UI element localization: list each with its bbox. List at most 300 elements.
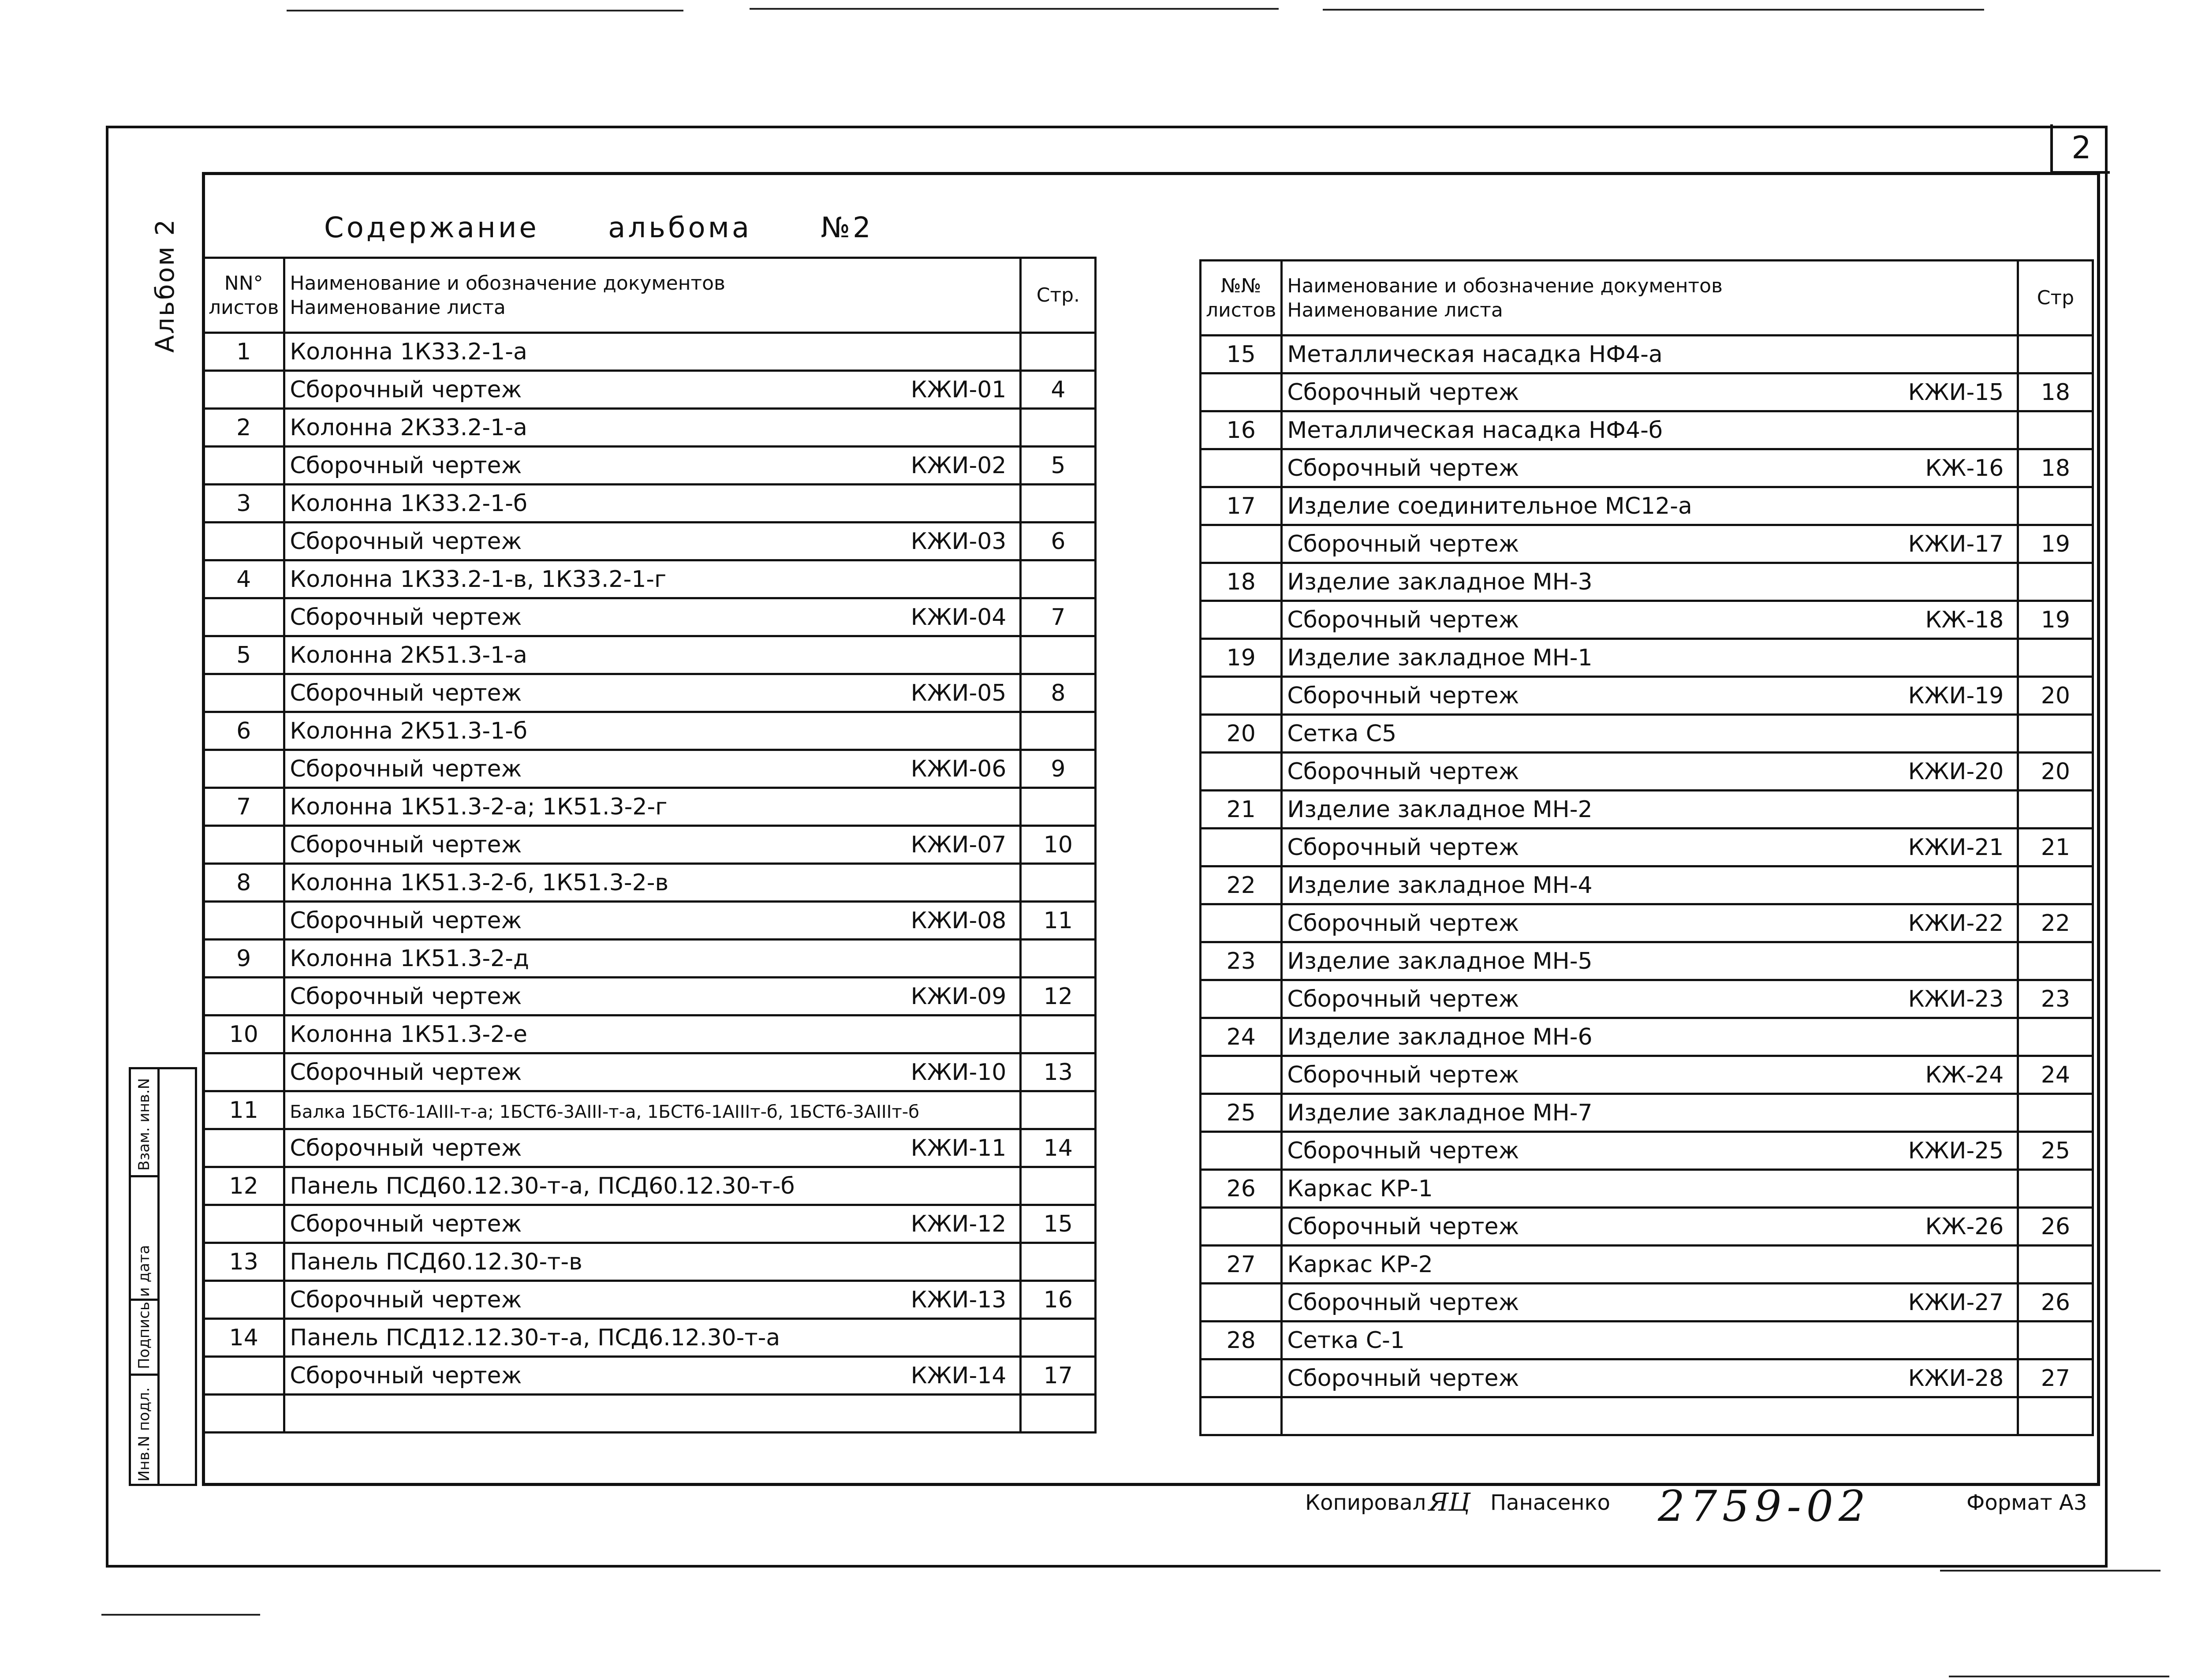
- row-sheet-number: [1201, 1359, 1282, 1397]
- row-document-name: Сборочный чертеж: [290, 1059, 522, 1086]
- row-document-name-cell: [1282, 753, 2018, 791]
- row-document-name-cell: [1282, 942, 2018, 980]
- row-document-name: Сборочный чертеж: [1287, 530, 1519, 557]
- table-row: [1201, 411, 2093, 449]
- row-page-number: 12: [1021, 978, 1096, 1015]
- row-document-code: КЖИ-08: [910, 907, 1007, 934]
- row-document-name: Колонна 1К51.3-2-а; 1К51.3-2-г: [290, 793, 668, 820]
- row-document-name: Сборочный чертеж: [1287, 910, 1519, 937]
- row-page-number: 26: [2018, 1284, 2093, 1322]
- row-document-name: Сборочный чертеж: [290, 831, 522, 858]
- row-page-number: 23: [2018, 980, 2093, 1018]
- contents-table-left: [202, 257, 1097, 1434]
- table-row: [1201, 715, 2093, 753]
- row-sheet-number: [1201, 1132, 1282, 1170]
- row-page-number: [2018, 639, 2093, 677]
- row-document-name: Балка 1БСТ6-1АIII-т-а; 1БСТ6-3АIII-т-а, 1БСТ6-1АIIIт-б, 1БСТ6-3АIIIт-б: [290, 1101, 919, 1122]
- row-document-name: Панель ПСД60.12.30-т-а, ПСД60.12.30-т-б: [290, 1172, 795, 1199]
- header-name: [1282, 261, 2018, 336]
- row-page-number: [2018, 411, 2093, 449]
- table-row: [203, 1357, 1096, 1395]
- table-row: [1201, 753, 2093, 791]
- table-row: [203, 1015, 1096, 1053]
- row-sheet-number: [203, 978, 284, 1015]
- row-document-code: КЖ-26: [1925, 1213, 2004, 1240]
- row-document-name-cell: [284, 940, 1021, 978]
- row-sheet-number: [203, 598, 284, 636]
- row-document-name-cell: [1282, 1284, 2018, 1322]
- row-sheet-number: [203, 1053, 284, 1091]
- table-row: [1201, 942, 2093, 980]
- row-page-number: [2018, 942, 2093, 980]
- row-sheet-number: [1201, 1284, 1282, 1322]
- header-num: №№ листов: [1201, 261, 1282, 336]
- table-row: [1201, 1246, 2093, 1284]
- table-row: [203, 598, 1096, 636]
- row-document-name-cell: [1282, 1132, 2018, 1170]
- header-name-line2: Наименование листа: [1287, 299, 1503, 321]
- row-page-number: [1021, 333, 1096, 371]
- row-sheet-number: [1201, 829, 1282, 866]
- table-row: [203, 902, 1096, 940]
- row-sheet-number: 28: [1201, 1322, 1282, 1359]
- row-page-number: 9: [1021, 750, 1096, 788]
- row-page-number: 16: [1021, 1281, 1096, 1319]
- row-document-name: Сборочный чертеж: [1287, 758, 1519, 785]
- row-sheet-number: 13: [203, 1243, 284, 1281]
- scan-mark: [101, 1614, 260, 1616]
- row-document-name: Сборочный чертеж: [1287, 986, 1519, 1012]
- row-document-code: КЖИ-20: [1908, 758, 2004, 785]
- row-document-name-cell: [284, 1091, 1021, 1129]
- row-sheet-number: [1201, 753, 1282, 791]
- table-row: [203, 1205, 1096, 1243]
- row-sheet-number: 23: [1201, 942, 1282, 980]
- row-document-name-cell: [284, 902, 1021, 940]
- table-row: [1201, 829, 2093, 866]
- row-page-number: 14: [1021, 1129, 1096, 1167]
- row-document-code: КЖИ-27: [1908, 1289, 2004, 1316]
- row-document-name-cell: [1282, 715, 2018, 753]
- row-document-name-cell: [1282, 1246, 2018, 1284]
- table-row: [203, 978, 1096, 1015]
- row-page-number: [2018, 791, 2093, 829]
- scan-mark: [750, 8, 1279, 10]
- table-row: [203, 788, 1096, 826]
- row-page-number: [2018, 1397, 2093, 1435]
- row-document-name-cell: [284, 1319, 1021, 1357]
- row-document-name-cell: [284, 712, 1021, 750]
- row-document-code: КЖИ-01: [910, 376, 1007, 403]
- side-album-label: Альбом 2: [150, 218, 180, 353]
- row-document-name-cell: [1282, 1170, 2018, 1208]
- row-page-number: [1021, 1091, 1096, 1129]
- row-document-name: Изделие закладное МН-6: [1287, 1023, 1593, 1050]
- row-document-code: КЖИ-21: [1908, 834, 2004, 861]
- row-page-number: 19: [2018, 525, 2093, 563]
- row-document-name-cell: [284, 485, 1021, 523]
- row-document-code: КЖИ-07: [910, 831, 1007, 858]
- row-document-name: Сборочный чертеж: [1287, 379, 1519, 406]
- table-row: [203, 712, 1096, 750]
- stamp-zam-inv: Взам. инв.N: [135, 1078, 153, 1171]
- row-sheet-number: [1201, 980, 1282, 1018]
- row-page-number: 11: [1021, 902, 1096, 940]
- row-document-name: Сборочный чертеж: [1287, 1061, 1519, 1088]
- row-sheet-number: [203, 902, 284, 940]
- row-document-name: Сборочный чертеж: [290, 907, 522, 934]
- row-page-number: 21: [2018, 829, 2093, 866]
- row-sheet-number: 5: [203, 636, 284, 674]
- table-header: [1201, 261, 2093, 336]
- row-document-name-cell: [284, 826, 1021, 864]
- row-sheet-number: 21: [1201, 791, 1282, 829]
- row-page-number: [1021, 864, 1096, 902]
- row-document-code: КЖ-18: [1925, 606, 2004, 633]
- row-page-number: [1021, 485, 1096, 523]
- title-word-album: альбома: [608, 212, 752, 244]
- row-sheet-number: [203, 1357, 284, 1395]
- row-document-name: Колонна 2К51.3-1-б: [290, 717, 528, 744]
- stamp-divider: [131, 1374, 157, 1376]
- row-document-name-cell: [284, 409, 1021, 447]
- row-document-code: КЖИ-25: [1908, 1137, 2004, 1164]
- row-document-code: КЖ-24: [1925, 1061, 2004, 1088]
- header-name: [284, 258, 1021, 333]
- row-document-code: КЖИ-10: [910, 1059, 1007, 1086]
- copied-name: Панасенко: [1490, 1490, 1610, 1515]
- row-document-name-cell: [1282, 373, 2018, 411]
- table-row: [203, 371, 1096, 409]
- row-document-name: Колонна 1К51.3-2-д: [290, 945, 529, 972]
- row-document-name-cell: [1282, 829, 2018, 866]
- table-row: [1201, 1322, 2093, 1359]
- row-document-name-cell: [284, 674, 1021, 712]
- row-page-number: [2018, 866, 2093, 904]
- row-document-name: Металлическая насадка НФ4-б: [1287, 417, 1663, 444]
- row-sheet-number: 4: [203, 560, 284, 598]
- copied-label: Копировал: [1305, 1490, 1426, 1515]
- table-row: [203, 750, 1096, 788]
- row-sheet-number: [203, 750, 284, 788]
- row-sheet-number: [203, 1281, 284, 1319]
- row-document-name: Изделие закладное МН-2: [1287, 796, 1593, 823]
- row-page-number: [1021, 940, 1096, 978]
- header-name-line1: Наименование и обозначение документов: [1287, 274, 1723, 297]
- row-page-number: [1021, 788, 1096, 826]
- table-row: [1201, 563, 2093, 601]
- row-document-name: Сборочный чертеж: [290, 679, 522, 706]
- row-document-name: Сборочный чертеж: [1287, 1289, 1519, 1316]
- row-page-number: 20: [2018, 677, 2093, 715]
- row-document-name-cell: [284, 978, 1021, 1015]
- row-page-number: 10: [1021, 826, 1096, 864]
- page-title: [324, 212, 931, 244]
- row-document-name-cell: [284, 1395, 1021, 1433]
- table-row: [203, 485, 1096, 523]
- row-document-name-cell: [1282, 677, 2018, 715]
- row-sheet-number: 18: [1201, 563, 1282, 601]
- table-row: [203, 1281, 1096, 1319]
- row-sheet-number: [1201, 525, 1282, 563]
- row-document-name: Сборочный чертеж: [1287, 834, 1519, 861]
- row-sheet-number: [203, 1129, 284, 1167]
- row-document-code: КЖИ-06: [910, 755, 1007, 782]
- table-row: [1201, 1018, 2093, 1056]
- row-page-number: [1021, 409, 1096, 447]
- row-page-number: [1021, 636, 1096, 674]
- row-page-number: 13: [1021, 1053, 1096, 1091]
- row-page-number: [2018, 1018, 2093, 1056]
- row-document-name-cell: [284, 636, 1021, 674]
- table-row: [1201, 1359, 2093, 1397]
- table-row: [203, 1243, 1096, 1281]
- row-document-name: Сборочный чертеж: [290, 1135, 522, 1161]
- row-document-name-cell: [1282, 980, 2018, 1018]
- header-name-line1: Наименование и обозначение документов: [290, 272, 725, 295]
- row-sheet-number: [1201, 449, 1282, 487]
- row-sheet-number: [203, 826, 284, 864]
- table-row: [1201, 373, 2093, 411]
- table-row: [203, 826, 1096, 864]
- stamp-blank-column: [157, 1067, 197, 1486]
- row-page-number: [1021, 712, 1096, 750]
- row-document-code: КЖИ-14: [910, 1362, 1007, 1389]
- row-page-number: 15: [1021, 1205, 1096, 1243]
- table-row: [203, 409, 1096, 447]
- row-page-number: 8: [1021, 674, 1096, 712]
- row-document-code: КЖИ-04: [910, 604, 1007, 631]
- row-sheet-number: 1: [203, 333, 284, 371]
- row-document-code: КЖИ-05: [910, 679, 1007, 706]
- row-document-name: Сборочный чертеж: [290, 528, 522, 555]
- row-document-name-cell: [284, 598, 1021, 636]
- row-document-name: Колонна 1К51.3-2-б, 1К51.3-2-в: [290, 869, 669, 896]
- row-document-name-cell: [1282, 487, 2018, 525]
- row-sheet-number: 6: [203, 712, 284, 750]
- table-row: [203, 674, 1096, 712]
- table-row: [1201, 601, 2093, 639]
- table-row: [1201, 336, 2093, 373]
- row-document-name: Сборочный чертеж: [290, 1286, 522, 1313]
- row-document-code: КЖИ-03: [910, 528, 1007, 555]
- row-sheet-number: 16: [1201, 411, 1282, 449]
- row-document-name: Сборочный чертеж: [1287, 1213, 1519, 1240]
- sheet-number: 2: [2050, 124, 2110, 174]
- row-page-number: [1021, 1319, 1096, 1357]
- table-row: [1201, 487, 2093, 525]
- scan-mark: [1323, 9, 1984, 11]
- row-document-name-cell: [284, 333, 1021, 371]
- title-word-number: №2: [821, 212, 873, 244]
- sheet-format: Формат А3: [1966, 1490, 2087, 1515]
- table-row: [203, 864, 1096, 902]
- row-sheet-number: 7: [203, 788, 284, 826]
- table-row: [1201, 791, 2093, 829]
- table-row: [1201, 1132, 2093, 1170]
- row-document-name: Сборочный чертеж: [1287, 455, 1519, 482]
- row-document-name: Изделие закладное МН-1: [1287, 644, 1593, 671]
- header-num: NN° листов: [203, 258, 284, 333]
- row-page-number: 20: [2018, 753, 2093, 791]
- row-document-name-cell: [284, 1015, 1021, 1053]
- header-page: Стр: [2018, 261, 2093, 336]
- row-document-name-cell: [1282, 1056, 2018, 1094]
- scan-mark: [1940, 1570, 2160, 1572]
- row-sheet-number: [1201, 904, 1282, 942]
- row-document-name-cell: [284, 1357, 1021, 1395]
- row-document-name-cell: [1282, 904, 2018, 942]
- row-document-name: Сетка С5: [1287, 720, 1397, 747]
- row-sheet-number: [1201, 677, 1282, 715]
- row-document-name-cell: [284, 1167, 1021, 1205]
- row-document-name-cell: [1282, 563, 2018, 601]
- row-document-name-cell: [1282, 336, 2018, 373]
- row-page-number: 25: [2018, 1132, 2093, 1170]
- table-row: [203, 1129, 1096, 1167]
- row-document-code: КЖИ-23: [1908, 986, 2004, 1012]
- row-page-number: [1021, 1167, 1096, 1205]
- row-page-number: 18: [2018, 373, 2093, 411]
- row-document-name-cell: [1282, 866, 2018, 904]
- row-sheet-number: [203, 523, 284, 560]
- table-row: [203, 447, 1096, 485]
- header-name-line2: Наименование листа: [290, 296, 506, 319]
- row-sheet-number: [203, 371, 284, 409]
- table-row: [203, 1395, 1096, 1433]
- row-document-name: Изделие соединительное МС12-а: [1287, 493, 1692, 519]
- row-document-name: Сборочный чертеж: [290, 604, 522, 631]
- row-page-number: [2018, 1246, 2093, 1284]
- row-document-name: Колонна 1К33.2-1-а: [290, 338, 527, 365]
- row-document-code: КЖ-16: [1925, 455, 2004, 482]
- row-document-name: Сборочный чертеж: [1287, 1365, 1519, 1392]
- row-sheet-number: [1201, 1208, 1282, 1246]
- row-document-name: Сборочный чертеж: [1287, 682, 1519, 709]
- table-header: [203, 258, 1096, 333]
- row-document-name: Сборочный чертеж: [290, 1362, 522, 1389]
- row-page-number: [2018, 715, 2093, 753]
- table-row: [203, 560, 1096, 598]
- stamp-inv-orig: Инв.N подл.: [135, 1387, 153, 1482]
- row-page-number: [2018, 1322, 2093, 1359]
- row-document-name-cell: [284, 1281, 1021, 1319]
- title-word-contents: Содержание: [324, 212, 539, 244]
- row-page-number: [2018, 487, 2093, 525]
- table-row: [203, 523, 1096, 560]
- table-row: [1201, 677, 2093, 715]
- scan-mark: [1949, 1676, 2169, 1677]
- row-document-name: Изделие закладное МН-5: [1287, 948, 1593, 974]
- row-sheet-number: [203, 1395, 284, 1433]
- row-sheet-number: [1201, 601, 1282, 639]
- table-row: [1201, 1284, 2093, 1322]
- row-sheet-number: 10: [203, 1015, 284, 1053]
- table-row: [203, 333, 1096, 371]
- row-document-name: Колонна 1К33.2-1-б: [290, 490, 528, 517]
- row-document-code: КЖИ-13: [910, 1286, 1007, 1313]
- row-page-number: 17: [1021, 1357, 1096, 1395]
- row-page-number: 4: [1021, 371, 1096, 409]
- row-sheet-number: 25: [1201, 1094, 1282, 1132]
- row-page-number: 24: [2018, 1056, 2093, 1094]
- row-page-number: [1021, 1243, 1096, 1281]
- stamp-sign-date: Подпись и дата: [135, 1245, 153, 1369]
- row-document-name-cell: [284, 371, 1021, 409]
- row-document-name-cell: [284, 1205, 1021, 1243]
- row-document-name: Каркас КР-2: [1287, 1251, 1433, 1278]
- contents-table-right: [1199, 259, 2094, 1436]
- row-sheet-number: [1201, 1056, 1282, 1094]
- table-row: [1201, 1056, 2093, 1094]
- table-row: [203, 1319, 1096, 1357]
- row-document-code: КЖИ-15: [1908, 379, 2004, 406]
- row-sheet-number: 17: [1201, 487, 1282, 525]
- table-row: [203, 1053, 1096, 1091]
- row-document-name: Сборочный чертеж: [290, 755, 522, 782]
- row-document-name-cell: [1282, 449, 2018, 487]
- row-document-name: Сборочный чертеж: [1287, 606, 1519, 633]
- row-page-number: 27: [2018, 1359, 2093, 1397]
- table-row: [1201, 904, 2093, 942]
- row-document-name-cell: [1282, 411, 2018, 449]
- row-document-name: Сборочный чертеж: [1287, 1137, 1519, 1164]
- row-document-name: Колонна 1К33.2-1-в, 1К33.2-1-г: [290, 566, 667, 593]
- row-document-name-cell: [1282, 525, 2018, 563]
- table-row: [1201, 525, 2093, 563]
- row-document-name-cell: [284, 523, 1021, 560]
- row-sheet-number: 12: [203, 1167, 284, 1205]
- row-document-code: КЖИ-12: [910, 1210, 1007, 1237]
- row-document-code: КЖИ-09: [910, 983, 1007, 1010]
- table-row: [203, 940, 1096, 978]
- row-sheet-number: 26: [1201, 1170, 1282, 1208]
- signature: ЯЦ: [1429, 1488, 1470, 1517]
- row-document-name-cell: [284, 864, 1021, 902]
- row-document-name-cell: [284, 1053, 1021, 1091]
- row-document-name: Изделие закладное МН-4: [1287, 872, 1593, 899]
- row-document-name: Колонна 2К51.3-1-а: [290, 642, 527, 668]
- row-document-name-cell: [284, 750, 1021, 788]
- row-document-name: Сборочный чертеж: [290, 452, 522, 479]
- row-page-number: [2018, 1094, 2093, 1132]
- row-document-name: Колонна 1К51.3-2-е: [290, 1021, 527, 1048]
- table-row: [1201, 639, 2093, 677]
- row-page-number: [2018, 1170, 2093, 1208]
- row-sheet-number: 11: [203, 1091, 284, 1129]
- row-sheet-number: 14: [203, 1319, 284, 1357]
- row-document-code: КЖИ-19: [1908, 682, 2004, 709]
- table-row: [1201, 1170, 2093, 1208]
- row-sheet-number: 2: [203, 409, 284, 447]
- row-document-name-cell: [1282, 1359, 2018, 1397]
- row-page-number: [1021, 1395, 1096, 1433]
- row-page-number: [1021, 1015, 1096, 1053]
- row-document-name-cell: [1282, 601, 2018, 639]
- row-sheet-number: 3: [203, 485, 284, 523]
- row-sheet-number: [203, 447, 284, 485]
- row-page-number: 5: [1021, 447, 1096, 485]
- row-document-name: Панель ПСД60.12.30-т-в: [290, 1248, 582, 1275]
- row-document-code: КЖИ-17: [1908, 530, 2004, 557]
- row-document-name-cell: [1282, 791, 2018, 829]
- row-document-name-cell: [284, 1243, 1021, 1281]
- row-sheet-number: 24: [1201, 1018, 1282, 1056]
- row-document-name: Сборочный чертеж: [290, 1210, 522, 1237]
- row-sheet-number: 27: [1201, 1246, 1282, 1284]
- row-page-number: 7: [1021, 598, 1096, 636]
- header-page: Стр.: [1021, 258, 1096, 333]
